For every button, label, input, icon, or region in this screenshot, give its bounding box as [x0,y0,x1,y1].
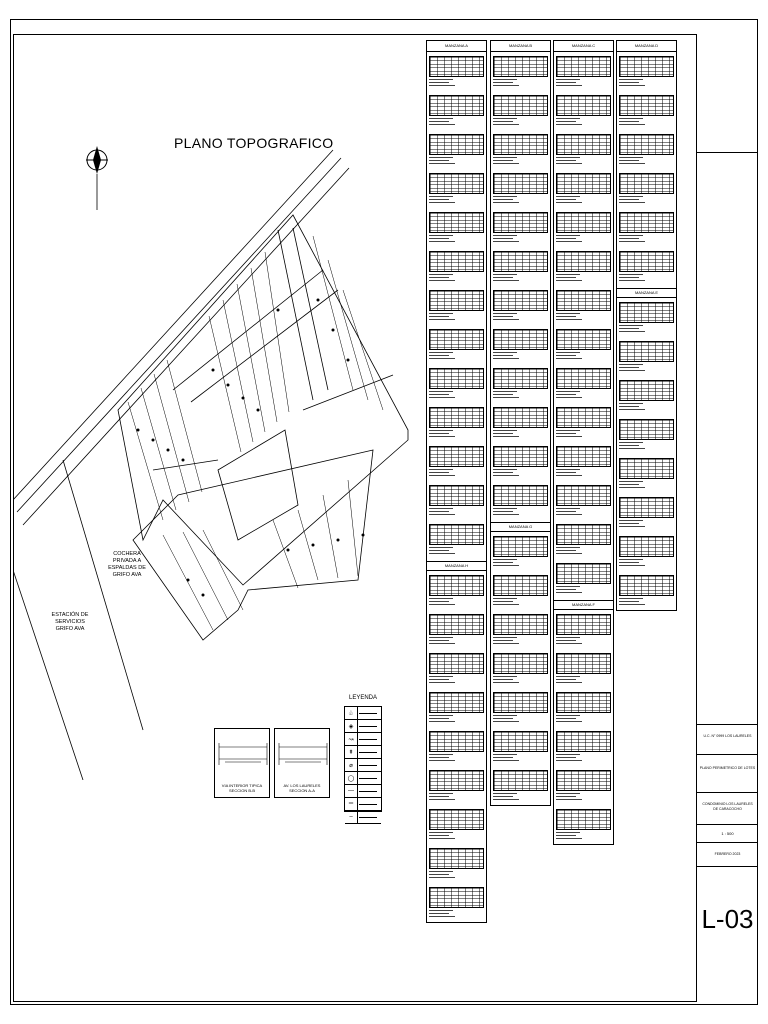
lot-table [429,446,484,481]
manhole-icon: ◯ [345,772,358,784]
lot-table [493,290,548,325]
manzana-heading: MANZANA A [427,41,486,52]
legend-line [358,726,381,727]
manzana-column [426,40,487,923]
lot-table [429,290,484,325]
lot-table [556,770,611,805]
lot-table [429,524,484,559]
lot-table [429,56,484,91]
lot-table [429,692,484,727]
lot-table [619,251,674,286]
lot-table [429,251,484,286]
lot-table [556,56,611,91]
lot-table [493,575,548,610]
lot-table [619,458,674,493]
lot-table [429,134,484,169]
legend-title: LEYENDA [348,695,377,701]
lot-table [429,887,484,922]
legend-row [345,811,381,824]
lot-table [493,173,548,208]
lot-table [556,485,611,520]
thin-line-icon: – [345,811,358,823]
lot-table [429,329,484,364]
estacion-label: ESTACIÓN DE SERVICIOS GRIFO AVA [51,612,89,632]
lot-table [429,770,484,805]
lot-table [493,536,548,571]
lot-table [493,653,548,688]
lot-table [556,134,611,169]
legend-row [345,746,381,759]
legend-row [345,798,381,811]
lot-table [556,524,611,559]
sheet-number: L-03 [701,904,754,934]
line-icon: — [345,785,358,797]
legend-line [358,817,381,818]
cochera-label: COCHERA PRIVADA A ESPALDAS DE GRIFO AVA [108,551,146,578]
site-plan [13,140,413,780]
lot-table [556,731,611,766]
lot-table [493,212,548,247]
lot-table [556,614,611,649]
legend-row [345,733,381,746]
manzana-column [616,40,677,611]
section-a-a-name: AV. LOS LAURELES [283,783,321,788]
lot-table [556,290,611,325]
lot-table [619,536,674,571]
lot-table [619,302,674,337]
lot-table [619,380,674,415]
legend-row [345,720,381,733]
lot-table [493,692,548,727]
lot-table [493,368,548,403]
section-b-b-name: VIA INTERIOR TIPICA [221,783,263,788]
lot-table [556,653,611,688]
lot-table [429,212,484,247]
arrow-icon: ↝ [345,733,358,745]
section-a-a-cut: SECCION A-A [289,788,315,793]
lot-table [619,173,674,208]
lot-table [429,485,484,520]
lot-table [619,95,674,130]
lot-table [556,212,611,247]
tree-icon: ♧ [345,707,358,719]
legend [344,706,382,820]
lot-table [493,329,548,364]
dash-icon: ═ [345,798,358,810]
lot-table [493,56,548,91]
legend-line [358,765,381,766]
lot-table [619,497,674,532]
lot-table [429,368,484,403]
lot-table [556,407,611,442]
lot-table [493,251,548,286]
legend-line [358,752,381,753]
lot-table [556,368,611,403]
lot-table [493,485,548,520]
lot-table [429,575,484,610]
pole-icon: ⇞ [345,746,358,758]
lot-table [493,770,548,805]
lot-table [556,173,611,208]
lot-table [429,809,484,844]
legend-row [345,785,381,798]
lot-table [556,251,611,286]
lot-table [619,575,674,610]
lot-table [619,56,674,91]
lot-table [556,95,611,130]
title-block [697,34,758,1005]
point-icon: ◈ [345,720,358,732]
manzana-column [490,40,551,806]
plano-value: PLANO PERIMETRICO DE LOTES [699,766,756,770]
lot-table [429,848,484,883]
manzana-heading: MANZANA D [617,41,676,52]
lot-table [429,614,484,649]
lot-table [429,653,484,688]
legend-row [345,759,381,772]
legend-line [358,739,381,740]
lot-table [493,731,548,766]
legend-row [345,707,381,720]
lot-table [493,614,548,649]
lamp-icon: ⌀ [345,759,358,771]
page-title: PLANO TOPOGRAFICO [174,135,334,151]
lot-table [556,329,611,364]
legend-row [345,772,381,785]
lot-table [493,95,548,130]
lot-table [429,731,484,766]
lot-table [429,407,484,442]
escala-value: 1 : 500 [721,831,734,836]
proyecto-value: CONDOMINIO LOS LAURELES DE CARACOCHO [702,802,753,811]
lot-table [429,95,484,130]
lot-table [556,563,611,598]
lot-table [619,134,674,169]
legend-line [358,778,381,779]
lot-table [619,341,674,376]
lot-table [619,419,674,454]
lot-table [493,446,548,481]
lot-table [493,134,548,169]
legend-line [358,804,381,805]
manzana-heading: MANZANA E [617,288,676,298]
lot-table [429,173,484,208]
lot-table [556,692,611,727]
manzana-heading: MANZANA B [491,41,550,52]
lot-table [556,809,611,844]
section-a-a [274,728,330,798]
manzana-heading: MANZANA F [554,600,613,610]
section-b-b-cut: SECCION B-B [228,788,255,793]
fecha-value: FEBRERO 2023 [714,852,741,856]
lot-table [619,212,674,247]
legend-line [358,791,381,792]
manzana-heading: MANZANA C [554,41,613,52]
lot-table [556,446,611,481]
manzana-heading: MANZANA G [491,522,550,532]
manzana-heading: MANZANA H [427,561,486,571]
manzana-column [553,40,614,845]
section-b-b [214,728,270,798]
legend-line [358,713,381,714]
lot-table [493,407,548,442]
contenido-value: U.C. N° 0999 LOS LAURELES [703,734,752,738]
